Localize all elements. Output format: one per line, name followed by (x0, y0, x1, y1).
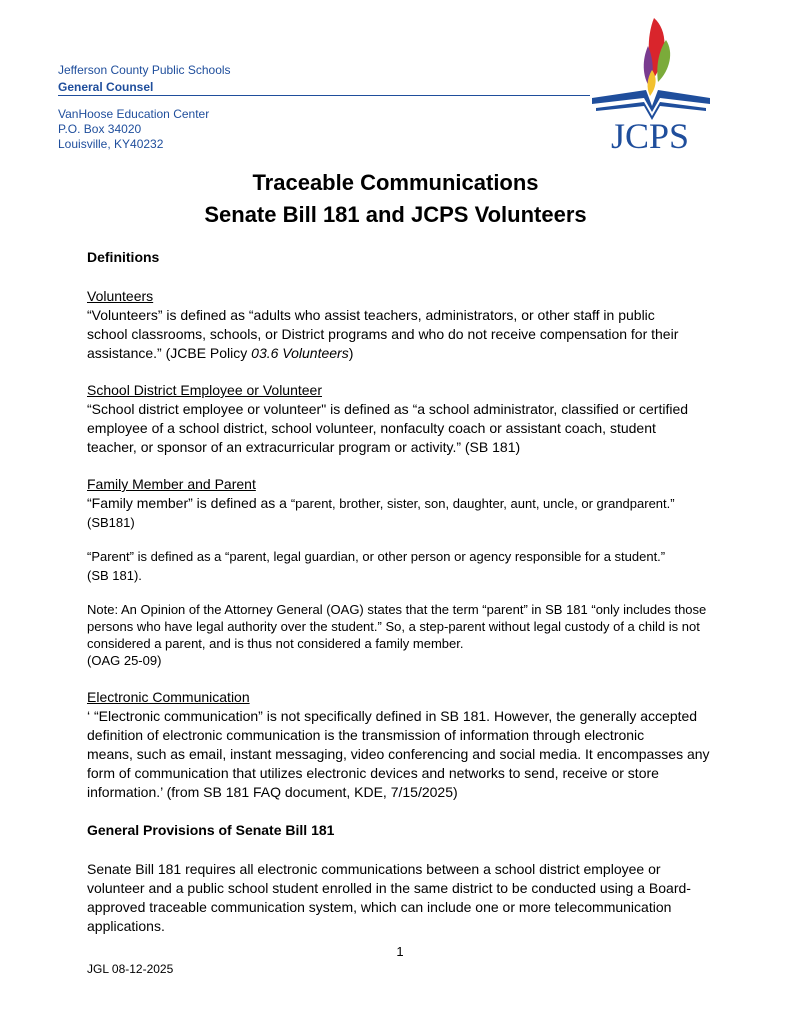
definitions-heading: Definitions (87, 249, 160, 265)
parent-definition (87, 547, 727, 566)
electronic-heading: Electronic Communication (87, 689, 250, 705)
electronic-line-5: information.’ (from SB 181 FAQ document, KDE, 7/15/2025) (87, 784, 458, 800)
address-line-3: Louisville, KY40232 (58, 137, 164, 151)
parent-pre: “Parent” is defined as a (87, 549, 226, 564)
page-title-line-1: Traceable Communications (252, 170, 539, 195)
org-name: Jefferson County Public Schools (58, 63, 231, 77)
note-line-1: Note: An Opinion of the Attorney General (OAG) states that the term “parent” in SB 181 “only includes those (87, 602, 707, 617)
volunteers-heading: Volunteers (87, 288, 154, 304)
volunteers-line-3 (87, 344, 727, 363)
general-line-3: approved traceable communication system, which can include one or more telecommunication (87, 899, 672, 915)
electronic-line-1: ‘ “Electronic communication” is not specifically defined in SB 181. However, the generally accepted (87, 708, 698, 724)
employee-line-1: “School district employee or volunteer" is defined as “a school administrator, classified or certified (87, 401, 689, 417)
note-line-3: considered a parent, and is thus not considered a family member. (87, 636, 464, 651)
general-provisions-heading: General Provisions of Senate Bill 181 (87, 822, 335, 838)
note-line-4: (OAG 25-09) (87, 653, 162, 668)
page-number: 1 (396, 944, 404, 959)
employee-line-3: teacher, or sponsor of an extracurricular program or activity.” (SB 181) (87, 439, 521, 455)
general-line-2: volunteer and a public school student enrolled in the same district to be conducted using a Board- (87, 880, 691, 896)
family-member-quote: “parent, brother, sister, son, daughter, aunt, uncle, or grandparent.” (290, 496, 675, 511)
electronic-line-2: definition of electronic communication is the transmission of information through electronic (87, 727, 645, 743)
general-line-1: Senate Bill 181 requires all electronic communications between a school district employee or (87, 861, 661, 877)
employee-heading: School District Employee or Volunteer (87, 382, 322, 398)
family-member-cite: (SB181) (87, 515, 135, 530)
electronic-line-4: form of communication that utilizes electronic devices and networks to send, receive or store (87, 765, 659, 781)
logo-text: JCPS (610, 116, 690, 152)
electronic-line-3: means, such as email, instant messaging, video conferencing and social media. It encompasses any (87, 746, 710, 762)
volunteers-line-3-post: ) (348, 345, 354, 361)
address-line-1: VanHoose Education Center (58, 107, 210, 121)
page-title-line-2: Senate Bill 181 and JCPS Volunteers (204, 202, 587, 227)
note-line-2: persons who have legal authority over the student.” So, a step-parent without legal custody of a child is not (87, 619, 700, 634)
volunteers-line-1: “Volunteers” is defined as “adults who assist teachers, administrators, or other staff in public (87, 307, 655, 323)
parent-cite: (SB 181). (87, 568, 142, 583)
policy-title: 03.6 Volunteers (251, 345, 349, 361)
address-line-2: P.O. Box 34020 (58, 122, 142, 136)
family-member-pre: “Family member” is defined as a (87, 495, 291, 511)
jcps-logo (588, 16, 712, 152)
family-heading: Family Member and Parent (87, 476, 256, 492)
employee-line-2: employee of a school district, school volunteer, nonfaculty coach or assistant coach, student (87, 420, 656, 436)
volunteers-line-3-pre: assistance.” (JCBE Policy (87, 345, 252, 361)
family-member-definition (87, 494, 727, 513)
general-line-4: applications. (87, 918, 165, 934)
parent-quote: “parent, legal guardian, or other person or agency responsible for a student.” (225, 549, 666, 564)
header-divider (58, 95, 590, 96)
department-name: General Counsel (58, 80, 154, 94)
footer-label: JGL 08-12-2025 (87, 962, 174, 976)
volunteers-line-2: school classrooms, schools, or District programs and who do not receive compensation for their (87, 326, 679, 342)
